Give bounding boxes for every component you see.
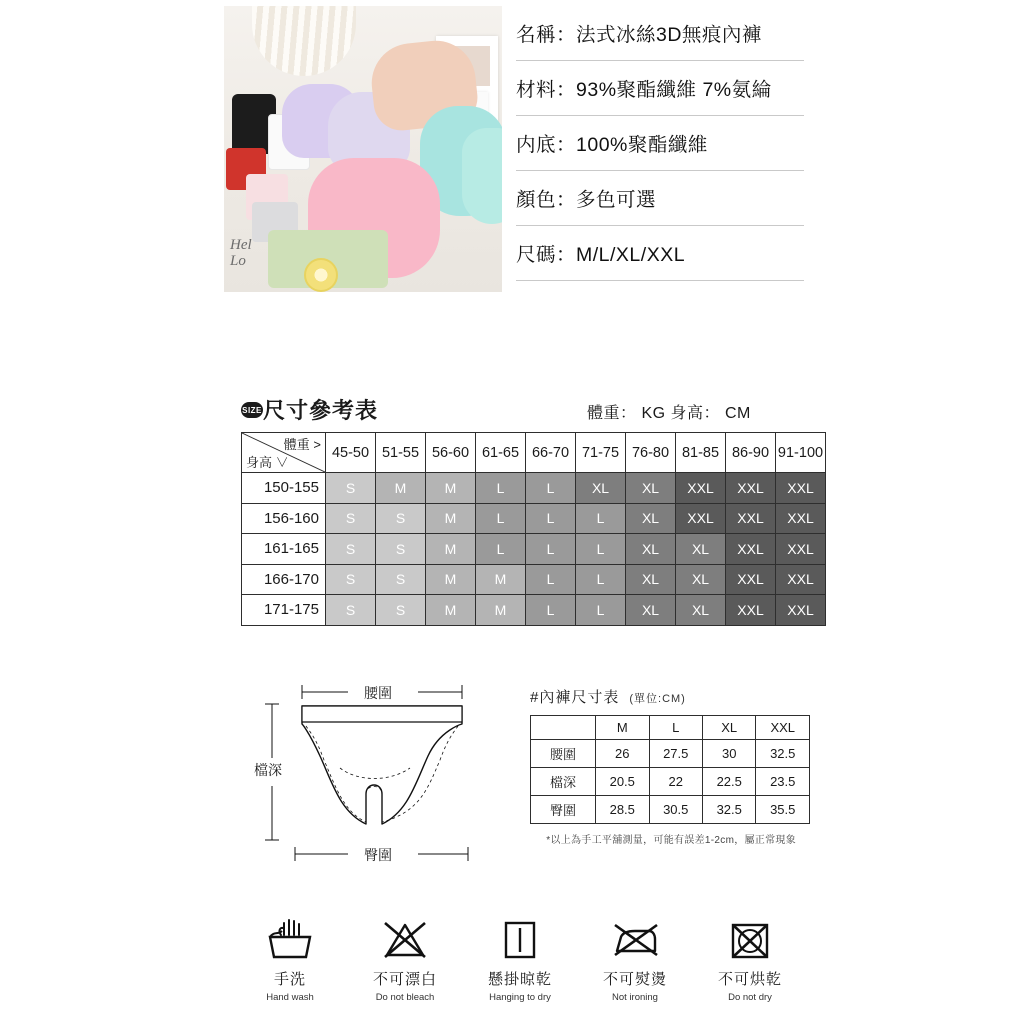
size-cell: XXL: [776, 534, 826, 565]
spec-color: 顏色：多色可選: [516, 171, 804, 226]
size-table-corner: 體重 > 身高 ∨: [242, 433, 326, 473]
measurement-note: *以上為手工平舖測量，可能有誤差1-2cm，屬正常現象: [546, 835, 796, 846]
size-cell: L: [576, 534, 626, 565]
measurement-table-block: [530, 686, 810, 846]
height-row-header: 156-160: [242, 503, 326, 534]
measure-value: 28.5: [596, 796, 649, 824]
measurement-table-header: [530, 686, 810, 707]
size-cell: XXL: [726, 595, 776, 626]
size-cell: XL: [576, 473, 626, 504]
care-item-hand-wash: [240, 912, 340, 1003]
size-cell: S: [326, 503, 376, 534]
care-label-zh: 手洗: [273, 971, 306, 988]
do-not-tumble-dry-icon: [700, 912, 800, 966]
size-cell: XL: [626, 503, 676, 534]
care-instructions: [240, 912, 800, 1003]
spec-list: [502, 6, 804, 292]
care-label-en: Not ironing: [612, 992, 658, 1003]
do-not-iron-icon: [585, 912, 685, 966]
size-cell: M: [426, 534, 476, 565]
size-cell: XXL: [726, 473, 776, 504]
size-cell: L: [526, 503, 576, 534]
measure-value: 32.5: [702, 796, 755, 824]
size-cell: M: [476, 564, 526, 595]
care-label-zh: 不可烘乾: [717, 971, 782, 988]
care-label-en: Hand wash: [266, 992, 314, 1003]
weight-col-header: 81-85: [676, 433, 726, 473]
size-cell: S: [326, 564, 376, 595]
measure-value: 30: [702, 740, 755, 768]
size-cell: XXL: [676, 503, 726, 534]
size-cell: S: [376, 564, 426, 595]
size-cell: S: [376, 595, 426, 626]
height-row-header: 150-155: [242, 473, 326, 504]
weight-col-header: 71-75: [576, 433, 626, 473]
do-not-bleach-icon: [355, 912, 455, 966]
size-cell: XXL: [726, 564, 776, 595]
hand-wash-icon: [240, 912, 340, 966]
rise-label: 檔深: [250, 760, 286, 780]
size-cell: L: [576, 503, 626, 534]
spec-lining: 内底：100%聚酯纖維: [516, 116, 804, 171]
size-cell: L: [526, 473, 576, 504]
table-row: [242, 534, 826, 565]
table-row: [531, 740, 810, 768]
size-cell: L: [476, 473, 526, 504]
size-cell: L: [526, 595, 576, 626]
measure-col-header: L: [649, 716, 702, 740]
hang-to-dry-icon: [470, 912, 570, 966]
care-label-en: Do not dry: [728, 992, 772, 1003]
swatch-mint-2: [462, 128, 502, 224]
measure-value: 26: [596, 740, 649, 768]
weight-col-header: 91-100: [776, 433, 826, 473]
care-item-do-not-tumble-dry: [700, 912, 800, 1003]
size-cell: XXL: [726, 534, 776, 565]
care-label-en: Hanging to dry: [489, 992, 551, 1003]
size-cell: XL: [676, 564, 726, 595]
size-cell: M: [426, 595, 476, 626]
height-row-header: 166-170: [242, 564, 326, 595]
size-cell: XL: [676, 534, 726, 565]
weight-col-header: 61-65: [476, 433, 526, 473]
height-row-header: 171-175: [242, 595, 326, 626]
size-cell: M: [426, 503, 476, 534]
size-cell: L: [576, 595, 626, 626]
weight-col-header: 45-50: [326, 433, 376, 473]
size-cell: S: [376, 534, 426, 565]
size-cell: M: [426, 473, 476, 504]
weight-col-header: 76-80: [626, 433, 676, 473]
table-row: [531, 768, 810, 796]
weight-col-header: 86-90: [726, 433, 776, 473]
measurement-table: [530, 715, 810, 824]
measurement-diagram: [240, 672, 500, 872]
size-cell: S: [326, 473, 376, 504]
measure-col-header: XL: [702, 716, 755, 740]
size-cell: XXL: [776, 503, 826, 534]
decor-lemon: [304, 258, 338, 292]
size-cell: M: [376, 473, 426, 504]
measurement-unit: (單位:CM): [629, 693, 686, 705]
waist-label: 腰圍: [358, 683, 398, 703]
size-chart-title: 尺寸參考表: [263, 398, 379, 423]
measure-value: 22.5: [702, 768, 755, 796]
table-row: [242, 564, 826, 595]
size-cell: S: [326, 534, 376, 565]
care-label-zh: 不可熨燙: [602, 971, 667, 988]
measure-row-header: 腰圍: [531, 740, 596, 768]
table-row: [242, 473, 826, 504]
size-cell: XL: [676, 595, 726, 626]
size-cell: S: [376, 503, 426, 534]
spec-name: 名稱：法式冰絲3D無痕內褲: [516, 6, 804, 61]
measure-value: 20.5: [596, 768, 649, 796]
size-cell: XL: [626, 534, 676, 565]
measure-col-header: [531, 716, 596, 740]
care-label-zh: 不可漂白: [372, 971, 437, 988]
size-cell: L: [476, 534, 526, 565]
care-item-hang-to-dry: [470, 912, 570, 1003]
measure-col-header: M: [596, 716, 649, 740]
size-cell: XXL: [726, 503, 776, 534]
measure-value: 35.5: [756, 796, 810, 824]
size-cell: L: [576, 564, 626, 595]
size-cell: XXL: [676, 473, 726, 504]
table-row: [242, 595, 826, 626]
height-row-header: 161-165: [242, 534, 326, 565]
size-cell: L: [526, 564, 576, 595]
product-header: [224, 6, 804, 292]
measure-value: 22: [649, 768, 702, 796]
size-cell: S: [326, 595, 376, 626]
measure-value: 30.5: [649, 796, 702, 824]
size-chart-header: [241, 398, 781, 424]
photo-watermark: Hel Lo: [230, 237, 252, 269]
measure-row-header: 臀圍: [531, 796, 596, 824]
weight-col-header: 51-55: [376, 433, 426, 473]
size-cell: XXL: [776, 564, 826, 595]
size-cell: XL: [626, 595, 676, 626]
measure-value: 27.5: [649, 740, 702, 768]
care-item-do-not-bleach: [355, 912, 455, 1003]
size-badge: SIZE: [241, 402, 263, 418]
care-label-zh: 懸掛晾乾: [487, 971, 552, 988]
size-cell: XXL: [776, 595, 826, 626]
measure-value: 23.5: [756, 768, 810, 796]
size-cell: XXL: [776, 473, 826, 504]
measure-col-header: XXL: [756, 716, 810, 740]
size-reference-table: [241, 432, 826, 626]
product-photo: [224, 6, 502, 292]
spec-material: 材料：93%聚酯纖維 7%氨綸: [516, 61, 804, 116]
size-chart-units: 體重： KG 身高： CM: [587, 405, 751, 422]
size-cell: XL: [626, 473, 676, 504]
hip-label: 臀圍: [358, 845, 398, 865]
size-cell: M: [426, 564, 476, 595]
care-item-do-not-iron: [585, 912, 685, 1003]
measure-value: 32.5: [756, 740, 810, 768]
care-label-en: Do not bleach: [375, 992, 435, 1003]
table-row: [531, 796, 810, 824]
weight-col-header: 66-70: [526, 433, 576, 473]
measurement-table-title: #內褲尺寸表: [530, 689, 620, 706]
size-cell: XL: [626, 564, 676, 595]
spec-size: 尺碼：M/L/XL/XXL: [516, 226, 804, 281]
size-cell: M: [476, 595, 526, 626]
table-row: [242, 503, 826, 534]
size-cell: L: [476, 503, 526, 534]
size-cell: L: [526, 534, 576, 565]
measure-row-header: 檔深: [531, 768, 596, 796]
weight-col-header: 56-60: [426, 433, 476, 473]
